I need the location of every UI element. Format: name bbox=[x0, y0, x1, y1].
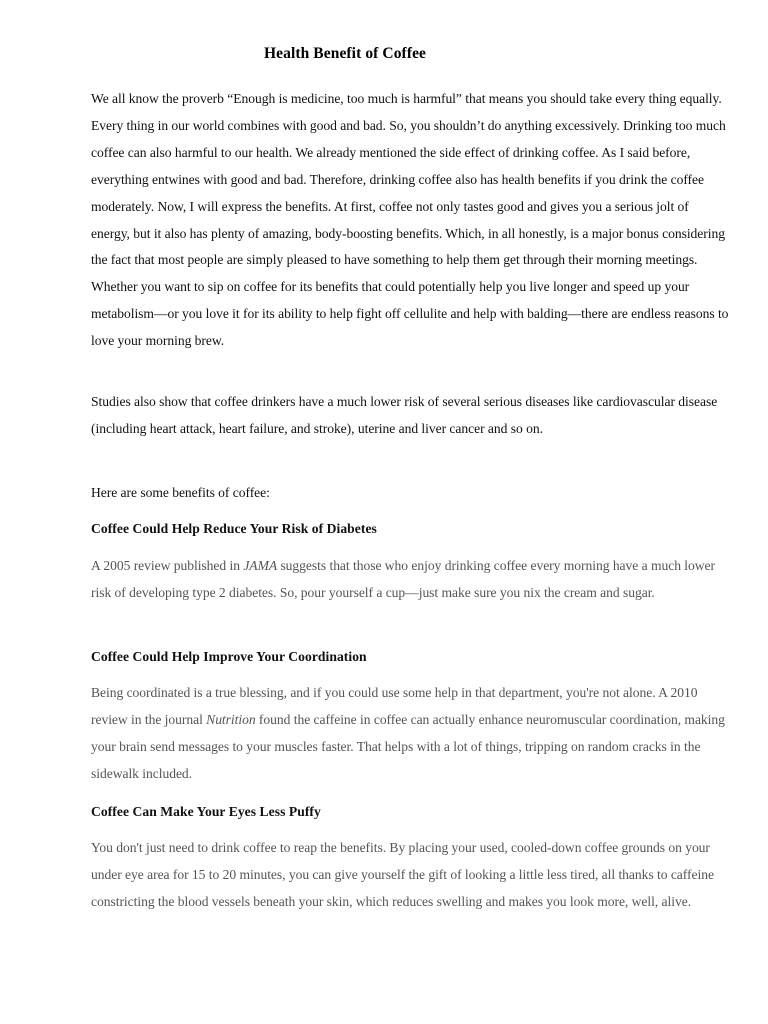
text-run: suggests that those who enjoy drinking coffee every morning have a much lower risk of developing type 2 diabetes. So, pour yourself a cup—just make sure you nix the cream and sugar. bbox=[91, 558, 716, 600]
text-run: found the caffeine in coffee can actually enhance neuromuscular coordination, making your brain send messages to your muscles faster. That helps with a lot of things, tripping on random cracks in the sidewalk included. bbox=[91, 711, 725, 781]
text-run: Studies also show that coffee drinkers have a much lower risk of several serious diseases like cardiovascular disease (including heart attack, heart failure, and stroke), uterine and liver cancer and so on. bbox=[91, 394, 718, 436]
document-title: Health Benefit of Coffee bbox=[263, 45, 427, 62]
section-heading-puffy-eyes: Coffee Can Make Your Eyes Less Puffy bbox=[91, 804, 321, 819]
text-run: Being coordinated is a true blessing, and if you could use some help in that department, you're not alone. A 2010 review in the journal bbox=[91, 685, 698, 727]
italic-text-run: Nutrition bbox=[206, 711, 256, 727]
italic-text-run: JAMA bbox=[243, 558, 278, 573]
section-heading-diabetes: Coffee Could Help Reduce Your Risk of Diabetes bbox=[91, 521, 377, 536]
text-run: Here are some benefits of coffee: bbox=[91, 485, 270, 500]
section-body-diabetes bbox=[91, 553, 731, 607]
text-run: You don't just need to drink coffee to reap the benefits. By placing your used, cooled-down coffee grounds on your under eye area for 15 to 20 minutes, you can give yourself the gift of looking a little less tired, all thanks to caffeine constricting the blood vessels beneath your skin, which reduces swelling and makes you look more, well, alive. bbox=[91, 840, 714, 909]
text-run: A 2005 review published in bbox=[91, 558, 244, 573]
section-body-puffy-eyes bbox=[91, 835, 731, 916]
benefits-lead-in bbox=[91, 480, 731, 507]
intro-paragraph bbox=[91, 86, 731, 355]
section-heading-coordination: Coffee Could Help Improve Your Coordination bbox=[91, 649, 367, 664]
section-body-coordination bbox=[91, 680, 731, 788]
studies-paragraph bbox=[91, 389, 731, 443]
text-run: We all know the proverb “Enough is medicine, too much is harmful” that means you should take every thing equally. Every thing in our world combines with good and bad. So, you shouldn’t do anything excessively. Drinking too much coffee can also harmful to our health. We already mentioned the side effect of drinking coffee. As I said before, everything entwines with good and bad. Therefore, drinking coffee also has health benefits if you drink the coffee moderately. Now, I will express the benefits. At first, coffee not only tastes good and gives you a serious jolt of energy, but it also has plenty of amazing, body-boosting benefits. Which, in all honestly, is a major bonus considering the fact that most people are simply pleased to have something to help them get through their morning meetings. Whether you want to sip on coffee for its benefits that could potentially help you live longer and speed up your metabolism—or you love it for its ability to help fight off cellulite and help with balding—there are endless reasons to love your morning brew. bbox=[91, 91, 729, 349]
